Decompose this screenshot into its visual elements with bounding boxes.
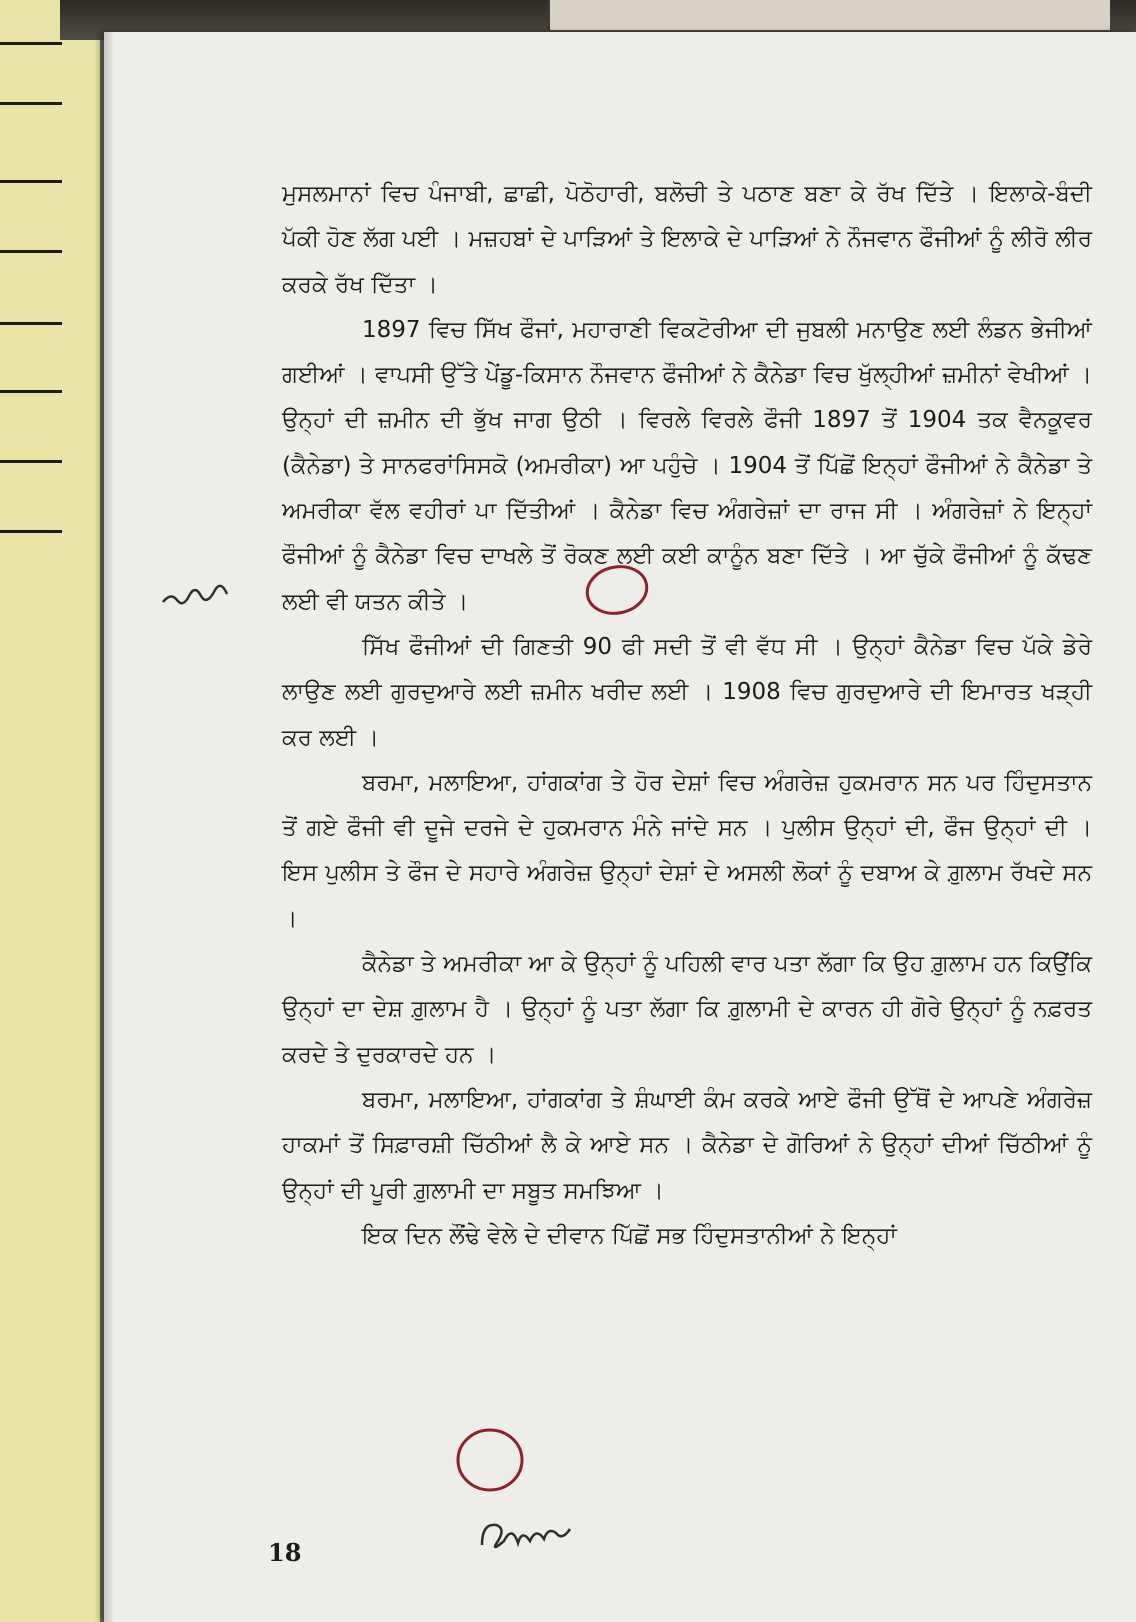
- notepad-rule: [0, 102, 62, 105]
- paragraph: 1897 ਵਿਚ ਸਿੱਖ ਫੌਜਾਂ, ਮਹਾਰਾਣੀ ਵਿਕਟੋਰੀਆ ਦੀ ਜੁਬਲੀ ਮਨਾਉਣ ਲਈ ਲੰਡਨ ਭੇਜੀਆਂ ਗਈਆਂ । ਵਾਪਸੀ ਉੱਤੇ ਪੇਂਡੂ-ਕਿਸਾਨ ਨੌਜਵਾਨ ਫੌਜੀਆਂ ਨੇ ਕੈਨੇਡਾ ਵਿਚ ਖੁੱਲ੍ਹੀਆਂ ਜ਼ਮੀਨਾਂ ਵੇਖੀਆਂ । ਉਨ੍ਹਾਂ ਦੀ ਜ਼ਮੀਨ ਦੀ ਭੁੱਖ ਜਾਗ ਉਠੀ । ਵਿਰਲੇ ਵਿਰਲੇ ਫੌਜੀ 1897 ਤੋਂ 1904 ਤਕ ਵੈਨਕੂਵਰ (ਕੈਨੇਡਾ) ਤੇ ਸਾਨਫਰਾਂਸਿਸਕੋ (ਅਮਰੀਕਾ) ਆ ਪਹੁੰਚੇ । 1904 ਤੋਂ ਪਿੱਛੋਂ ਇਨ੍ਹਾਂ ਫੌਜੀਆਂ ਨੇ ਕੈਨੇਡਾ ਤੇ ਅਮਰੀਕਾ ਵੱਲ ਵਹੀਰਾਂ ਪਾ ਦਿੱਤੀਆਂ । ਕੈਨੇਡਾ ਵਿਚ ਅੰਗਰੇਜ਼ਾਂ ਦਾ ਰਾਜ ਸੀ । ਅੰਗਰੇਜ਼ਾਂ ਨੇ ਇਨ੍ਹਾਂ ਫੌਜੀਆਂ ਨੂੰ ਕੈਨੇਡਾ ਵਿਚ ਦਾਖਲੇ ਤੋਂ ਰੋਕਣ ਲਈ ਕਈ ਕਾਨੂੰਨ ਬਣਾ ਦਿੱਤੇ । ਆ ਚੁੱਕੇ ਫੌਜੀਆਂ ਨੂੰ ਕੱਢਣ ਲਈ ਵੀ ਯਤਨ ਕੀਤੇ ।: [282, 316, 1092, 615]
- paragraph: ਕੈਨੇਡਾ ਤੇ ਅਮਰੀਕਾ ਆ ਕੇ ਉਨ੍ਹਾਂ ਨੂੰ ਪਹਿਲੀ ਵਾਰ ਪਤਾ ਲੱਗਾ ਕਿ ਉਹ ਗ਼ੁਲਾਮ ਹਨ ਕਿਉਂਕਿ ਉਨ੍ਹਾਂ ਦਾ ਦੇਸ਼ ਗ਼ੁਲਾਮ ਹੈ । ਉਨ੍ਹਾਂ ਨੂੰ ਪਤਾ ਲੱਗਾ ਕਿ ਗ਼ੁਲਾਮੀ ਦੇ ਕਾਰਨ ਹੀ ਗੋਰੇ ਉਨ੍ਹਾਂ ਨੂੰ ਨਫ਼ਰਤ ਕਰਦੇ ਤੇ ਦੁਰਕਾਰਦੇ ਹਨ ।: [282, 951, 1092, 1068]
- body-text: [282, 172, 1092, 1259]
- page-number: 18: [268, 1538, 302, 1567]
- background-sheet: [548, 0, 1110, 30]
- notepad-rule: [0, 530, 62, 533]
- page-binding-edge: [104, 32, 114, 1622]
- notepad-rule: [0, 390, 62, 393]
- notepad-rule: [0, 460, 62, 463]
- notepad-rule: [0, 42, 62, 45]
- notepad-rule: [0, 322, 62, 325]
- paragraph: ਇਕ ਦਿਨ ਲੌਂਢੇ ਵੇਲੇ ਦੇ ਦੀਵਾਨ ਪਿੱਛੋਂ ਸਭ ਹਿੰਦੁਸਤਾਨੀਆਂ ਨੇ ਇਨ੍ਹਾਂ: [362, 1222, 897, 1249]
- notepad-rule: [0, 180, 62, 183]
- paragraph: ਬਰਮਾ, ਮਲਾਇਆ, ਹਾਂਗਕਾਂਗ ਤੇ ਹੋਰ ਦੇਸ਼ਾਂ ਵਿਚ ਅੰਗਰੇਜ਼ ਹੁਕਮਰਾਨ ਸਨ ਪਰ ਹਿੰਦੁਸਤਾਨ ਤੋਂ ਗਏ ਫੌਜੀ ਵੀ ਦੂਜੇ ਦਰਜੇ ਦੇ ਹੁਕਮਰਾਨ ਮੰਨੇ ਜਾਂਦੇ ਸਨ । ਪੁਲੀਸ ਉਨ੍ਹਾਂ ਦੀ, ਫੌਜ ਉਨ੍ਹਾਂ ਦੀ । ਇਸ ਪੁਲੀਸ ਤੇ ਫੌਜ ਦੇ ਸਹਾਰੇ ਅੰਗਰੇਜ਼ ਉਨ੍ਹਾਂ ਦੇਸ਼ਾਂ ਦੇ ਅਸਲੀ ਲੋਕਾਂ ਨੂੰ ਦਬਾਅ ਕੇ ਗ਼ੁਲਾਮ ਰੱਖਦੇ ਸਨ ।: [282, 769, 1092, 932]
- paragraph: ਸਿੱਖ ਫੌਜੀਆਂ ਦੀ ਗਿਣਤੀ 90 ਫੀ ਸਦੀ ਤੋਂ ਵੀ ਵੱਧ ਸੀ । ਉਨ੍ਹਾਂ ਕੈਨੇਡਾ ਵਿਚ ਪੱਕੇ ਡੇਰੇ ਲਾਉਣ ਲਈ ਗੁਰਦੁਆਰੇ ਲਈ ਜ਼ਮੀਨ ਖਰੀਦ ਲਈ । 1908 ਵਿਚ ਗੁਰਦੁਆਰੇ ਦੀ ਇਮਾਰਤ ਖੜ੍ਹੀ ਕਰ ਲਈ ।: [282, 633, 1092, 751]
- yellow-notepad: [0, 0, 100, 1622]
- paragraph: ਮੁਸਲਮਾਨਾਂ ਵਿਚ ਪੰਜਾਬੀ, ਛਾਛੀ, ਪੋਠੋਹਾਰੀ, ਬਲੋਚੀ ਤੇ ਪਠਾਣ ਬਣਾ ਕੇ ਰੱਖ ਦਿੱਤੇ । ਇਲਾਕੇ-ਬੰਦੀ ਪੱਕੀ ਹੋਣ ਲੱਗ ਪਈ । ਮਜ਼ਹਬਾਂ ਦੇ ਪਾੜਿਆਂ ਤੇ ਇਲਾਕੇ ਦੇ ਪਾੜਿਆਂ ਨੇ ਨੌਜਵਾਨ ਫੌਜੀਆਂ ਨੂੰ ਲੀਰੋ ਲੀਰ ਕਰਕੇ ਰੱਖ ਦਿੱਤਾ ।: [282, 181, 1092, 298]
- paragraph: ਬਰਮਾ, ਮਲਾਇਆ, ਹਾਂਗਕਾਂਗ ਤੇ ਸ਼ੰਘਾਈ ਕੰਮ ਕਰਕੇ ਆਏ ਫੌਜੀ ਉੱਥੋਂ ਦੇ ਆਪਣੇ ਅੰਗਰੇਜ਼ ਹਾਕਮਾਂ ਤੋਂ ਸਿਫ਼ਾਰਸ਼ੀ ਚਿੱਠੀਆਂ ਲੈ ਕੇ ਆਏ ਸਨ । ਕੈਨੇਡਾ ਦੇ ਗੋਰਿਆਂ ਨੇ ਉਨ੍ਹਾਂ ਦੀਆਂ ਚਿੱਠੀਆਂ ਨੂੰ ਉਨ੍ਹਾਂ ਦੀ ਪੂਰੀ ਗ਼ੁਲਾਮੀ ਦਾ ਸਬੂਤ ਸਮਝਿਆ ।: [282, 1086, 1092, 1204]
- notepad-rule: [0, 250, 62, 253]
